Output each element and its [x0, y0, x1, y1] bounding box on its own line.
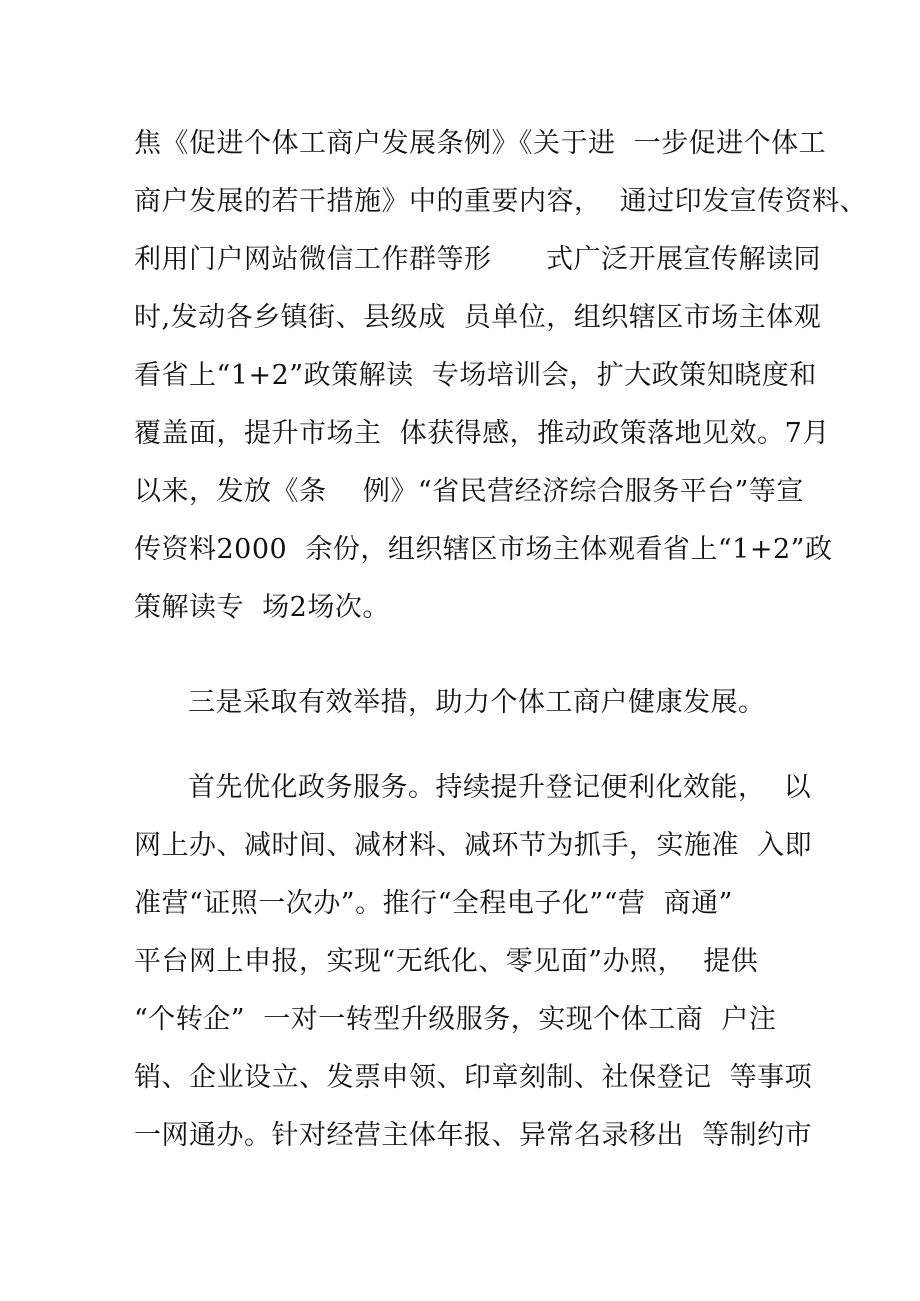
- text-line: 准营“证照一次办”。推行“全程电子化”“营 商通”: [134, 888, 733, 919]
- text-line: 传资料2000 余份，组织辖区市场主体观看省上“1+2”政: [134, 534, 833, 565]
- text-line: 以来，发放《条 例》“省民营经济综合服务平台”等宣: [134, 476, 804, 507]
- text-line: 销、企业设立、发票申领、印章刻制、社保登记 等事项: [134, 1062, 813, 1093]
- text-line: 首先优化政务服务。持续提升登记便利化效能， 以: [188, 772, 812, 803]
- text-line: 看省上“1+2”政策解读 专场培训会，扩大政策知晓度和: [134, 360, 817, 391]
- text-line: 商户发展的若干措施》中的重要内容， 通过印发宣传资料、: [134, 186, 868, 217]
- text-line: 时,发动各乡镇街、县级成 员单位，组织辖区市场主体观: [134, 302, 822, 333]
- text-line: 覆盖面，提升市场主 体获得感，推动政策落地见效。7月: [134, 418, 830, 449]
- text-line: “个转企” 一对一转型升级服务，实现个体工商 户注: [134, 1004, 777, 1035]
- text-line: 策解读专 场2场次。: [134, 592, 390, 623]
- section-heading: 三是采取有效举措，助力个体工商户健康发展。: [188, 687, 766, 718]
- text-line: 利用门户网站微信工作群等形 式广泛开展宣传解读同: [134, 244, 821, 275]
- text-line: 网上办、减时间、减材料、减环节为抓手，实施准 入即: [134, 830, 813, 861]
- text-line: 焦《促进个体工商户发展条例》《关于进 一步促进个体工: [134, 128, 827, 159]
- text-line: 一网通办。针对经营主体年报、异常名录移出 等制约市: [134, 1120, 813, 1151]
- text-line: 平台网上申报，实现“无纸化、零见面”办照， 提供: [134, 946, 759, 977]
